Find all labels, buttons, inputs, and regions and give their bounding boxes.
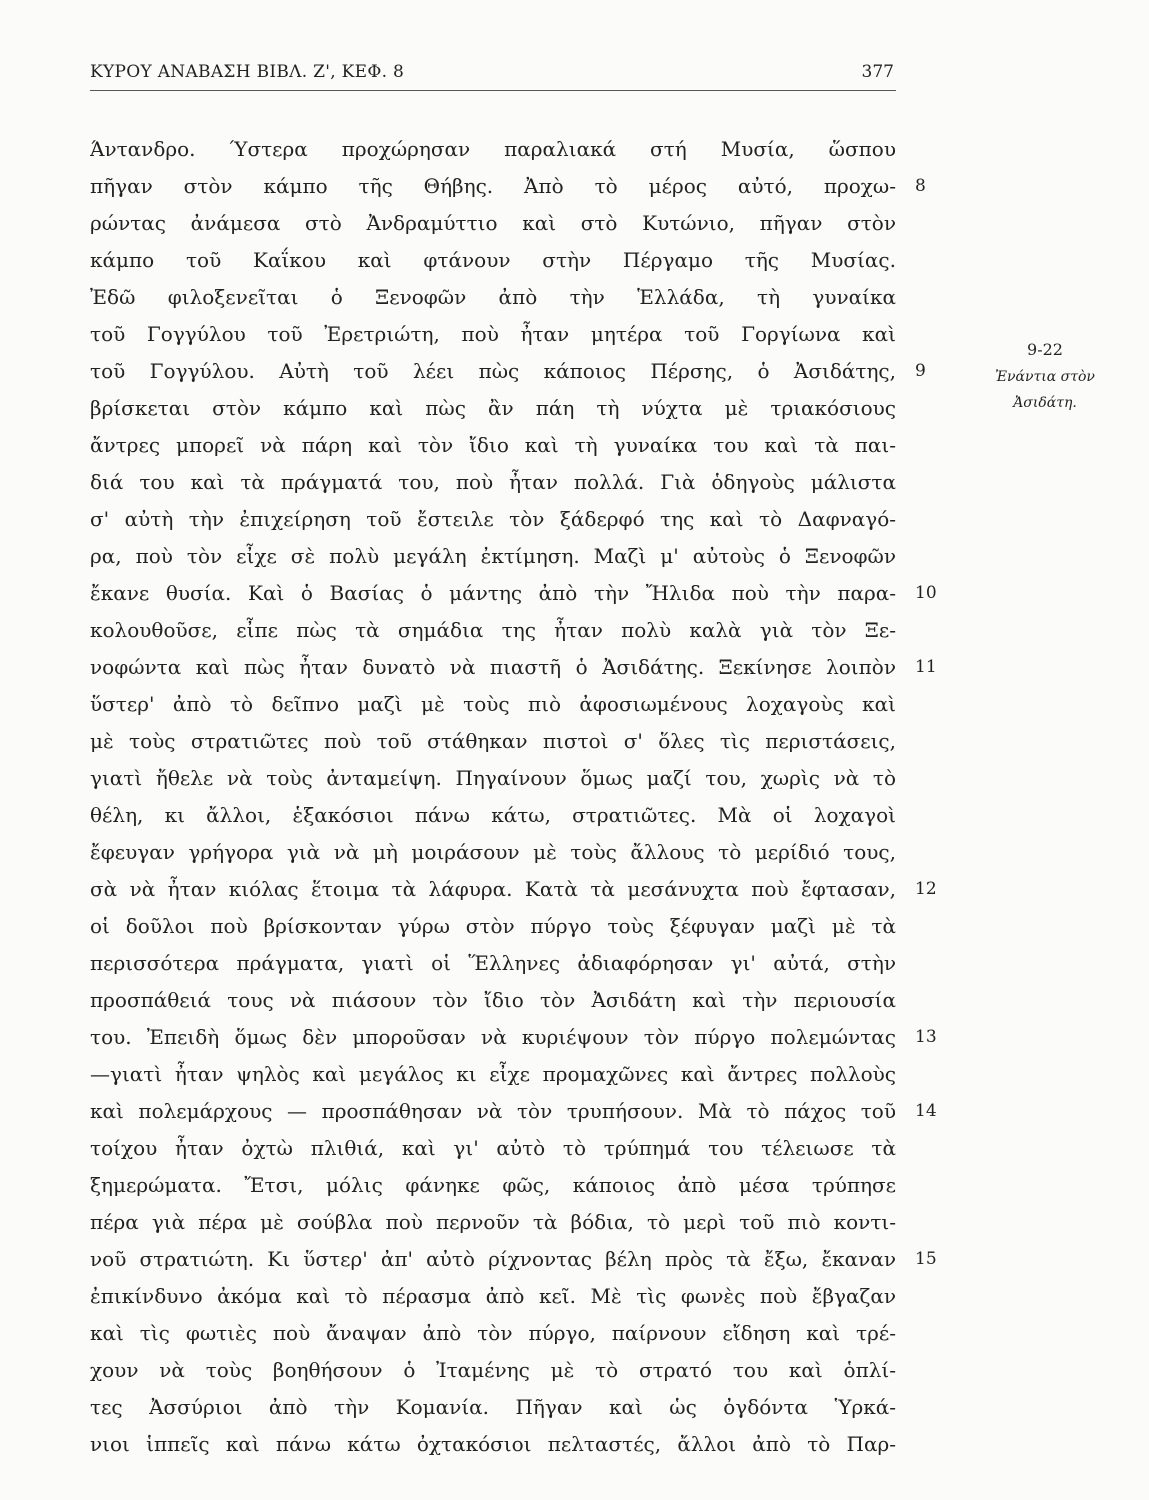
text-line: γιατὶ ἤθελε νὰ τοὺς ἀνταμείψη. Πηγαίνουν ὅμως μαζί του, χωρὶς νὰ τὸ — [90, 766, 896, 790]
text-line: πέρα γιὰ πέρα μὲ σούβλα ποὺ περνοῦν τὰ βόδια, τὸ μερὶ τοῦ πιὸ κοντι- — [90, 1210, 896, 1234]
text-line: Ἐδῶ φιλοξενεῖται ὁ Ξενοφῶν ἀπὸ τὴν Ἑλλάδα, τὴ γυναίκα — [90, 285, 896, 309]
running-title: ΚΥΡΟΥ ΑΝΑΒΑΣΗ ΒΙΒΛ. Ζ', ΚΕΦ. 8 — [90, 62, 405, 82]
margin-note-line: Ἐνάντια στὸν — [995, 369, 1095, 385]
text-line: διά του καὶ τὰ πράγματά του, ποὺ ἦταν πολλά. Γιὰ ὁδηγοὺς μάλιστα — [90, 470, 896, 494]
text-line: τοίχου ἦταν ὀχτὼ πλιθιά, καὶ γι' αὐτὸ τὸ τρύπημά του τέλειωσε τὰ — [90, 1136, 896, 1160]
text-line: ρα, ποὺ τὸν εἶχε σὲ πολὺ μεγάλη ἐκτίμηση. Μαζὶ μ' αὐτοὺς ὁ Ξενοφῶν — [90, 544, 896, 568]
text-line: ξημερώματα. Ἔτσι, μόλις φάνηκε φῶς, κάποιος ἀπὸ μέσα τρύπησε — [90, 1173, 896, 1197]
text-line: πῆγαν στὸν κάμπο τῆς Θήβης. Ἀπὸ τὸ μέρος αὐτό, προχω- — [90, 174, 896, 198]
section-number-12: 12 — [915, 879, 937, 899]
text-line: ἐπικίνδυνο ἀκόμα καὶ τὸ πέρασμα ἀπὸ κεῖ. Μὲ τὶς φωνὲς ποὺ ἔβγαζαν — [90, 1284, 896, 1308]
text-line: καὶ πολεμάρχους — προσπάθησαν νὰ τὸν τρυπήσουν. Μὰ τὸ πάχος τοῦ — [90, 1099, 896, 1123]
text-line: προσπάθειά τους νὰ πιάσουν τὸν ἴδιο τὸν Ἀσιδάτη καὶ τὴν περιουσία — [90, 988, 896, 1012]
text-line: χουν νὰ τοὺς βοηθήσουν ὁ Ἰταμένης μὲ τὸ στρατό του καὶ ὁπλί- — [90, 1358, 896, 1382]
text-line: νοφώντα καὶ πὼς ἦταν δυνατὸ νὰ πιαστῆ ὁ Ἀσιδάτης. Ξεκίνησε λοιπὸν — [90, 655, 896, 679]
text-line: περισσότερα πράγματα, γιατὶ οἱ Ἕλληνες ἀδιαφόρησαν γι' αὐτά, στὴν — [90, 951, 896, 975]
text-line: τοῦ Γογγύλου τοῦ Ἐρετριώτη, ποὺ ἦταν μητέρα τοῦ Γοργίωνα καὶ — [90, 322, 896, 346]
text-line: οἱ δοῦλοι ποὺ βρίσκονταν γύρω στὸν πύργο τοὺς ξέφυγαν μαζὶ μὲ τὰ — [90, 914, 896, 938]
margin-note-line: Ἀσιδάτη. — [1013, 395, 1077, 411]
text-line: —γιατὶ ἦταν ψηλὸς καὶ μεγάλος κι εἶχε προμαχῶνες καὶ ἄντρες πολλοὺς — [90, 1062, 896, 1086]
text-line: ἔκανε θυσία. Καὶ ὁ Βασίας ὁ μάντης ἀπὸ τὴν Ἤλιδα ποὺ τὴν παρα- — [90, 581, 896, 605]
text-line: θέλη, κι ἄλλοι, ἑξακόσιοι πάνω κάτω, στρατιῶτες. Μὰ οἱ λοχαγοὶ — [90, 803, 896, 827]
text-line: νοῦ στρατιώτη. Κι ὕστερ' ἀπ' αὐτὸ ρίχνοντας βέλη πρὸς τὰ ἔξω, ἔκαναν — [90, 1247, 896, 1271]
section-number-11: 11 — [915, 657, 937, 677]
text-line: κάμπο τοῦ Καΐκου καὶ φτάνουν στὴν Πέργαμο τῆς Μυσίας. — [90, 248, 896, 272]
text-line: τες Ἀσσύριοι ἀπὸ τὴν Κομανία. Πῆγαν καὶ ὡς ὀγδόντα Ὑρκά- — [90, 1395, 896, 1419]
text-line: ἄντρες μπορεῖ νὰ πάρη καὶ τὸν ἴδιο καὶ τὴ γυναίκα του καὶ τὰ παι- — [90, 433, 896, 457]
page-number: 377 — [861, 62, 894, 82]
section-number-15: 15 — [915, 1249, 937, 1269]
margin-note-range: 9-22 — [1027, 340, 1063, 359]
text-line: ἔφευγαν γρήγορα γιὰ νὰ μὴ μοιράσουν μὲ τοὺς ἄλλους τὸ μερίδιό τους, — [90, 840, 896, 864]
text-line: σὰ νὰ ἦταν κιόλας ἕτοιμα τὰ λάφυρα. Κατὰ τὰ μεσάνυχτα ποὺ ἔφτασαν, — [90, 877, 896, 901]
text-line: μὲ τοὺς στρατιῶτες ποὺ τοῦ στάθηκαν πιστοὶ σ' ὅλες τὶς περιστάσεις, — [90, 729, 896, 753]
section-number-14: 14 — [915, 1101, 937, 1121]
text-line: βρίσκεται στὸν κάμπο καὶ πὼς ἂν πάη τὴ νύχτα μὲ τριακόσιους — [90, 396, 896, 420]
text-line: νιοι ἱππεῖς καὶ πάνω κάτω ὀχτακόσιοι πελταστές, ἄλλοι ἀπὸ τὸ Παρ- — [90, 1432, 896, 1456]
text-line: τοῦ Γογγύλου. Αὐτὴ τοῦ λέει πὼς κάποιος Πέρσης, ὁ Ἀσιδάτης, — [90, 359, 896, 383]
running-header — [90, 58, 896, 91]
text-line: σ' αὐτὴ τὴν ἐπιχείρηση τοῦ ἔστειλε τὸν ξάδερφό της καὶ τὸ Δαφναγό- — [90, 507, 896, 531]
section-number-8: 8 — [915, 176, 926, 196]
text-line: κολουθοῦσε, εἶπε πὼς τὰ σημάδια της ἦταν πολὺ καλὰ γιὰ τὸν Ξε- — [90, 618, 896, 642]
text-line: καὶ τὶς φωτιὲς ποὺ ἄναψαν ἀπὸ τὸν πύργο, παίρνουν εἴδηση καὶ τρέ- — [90, 1321, 896, 1345]
text-line: Άντανδρο. Ύστερα προχώρησαν παραλιακά στή Μυσία, ὥσπου — [90, 137, 896, 161]
section-number-13: 13 — [915, 1027, 937, 1047]
text-line: του. Ἐπειδὴ ὅμως δὲν μποροῦσαν νὰ κυριέψουν τὸν πύργο πολεμώντας — [90, 1025, 896, 1049]
text-line: ὕστερ' ἀπὸ τὸ δεῖπνο μαζὶ μὲ τοὺς πιὸ ἀφοσιωμένους λοχαγοὺς καὶ — [90, 692, 896, 716]
section-number-9: 9 — [915, 361, 926, 381]
margin-note — [975, 337, 1115, 416]
text-line: ρώντας ἀνάμεσα στὸ Ἀνδραμύττιο καὶ στὸ Κυτώνιο, πῆγαν στὸν — [90, 211, 896, 235]
section-number-10: 10 — [915, 583, 937, 603]
